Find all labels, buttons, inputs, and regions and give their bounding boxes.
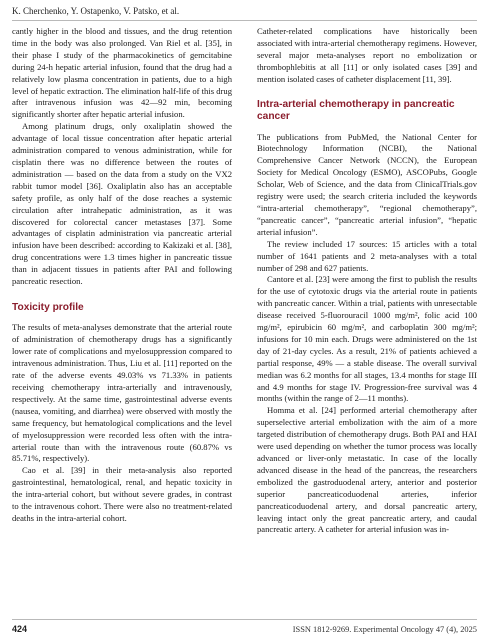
right-paragraph-1: Catheter-related complications have historically been associated with intra-arterial chemotherapy regimens. However, several major meta-analyses report no embolization or thrombophlebitis at all [11] or only isolated cases [39] and mention isolated cases of catheter displacement [11, 39]. — [257, 26, 477, 84]
right-column — [257, 26, 477, 536]
journal-citation: ISSN 1812-9269. Experimental Oncology 47 (4), 2025 — [292, 625, 477, 634]
page-number: 424 — [12, 624, 28, 634]
left-paragraph-2: Among platinum drugs, only oxaliplatin showed the advantage of local tissue concentration after hepatic arterial administration compared to venous administration, while for cisplatin there was no difference between the routes of administration — based on the data from a study on the VX2 rabbit tumor model [36]. Oxaliplatin also has an acceptable safety profile, as only half of the dose reaches a systemic circulation after intrahepatic administration, as it was discovered for colorectal cancer metastases [37]. Some advantages of cisplatin administration via pancreatic arterial infusion have been described: according to Kakizaki et al. [38], drug concentrations were 1.3 times higher in pancreatic tissue than in adjacent tissues in patients after PAI and following pancreatic resection. — [12, 121, 232, 287]
running-head: K. Cherchenko, Y. Ostapenko, V. Patsko, et al. — [12, 6, 180, 16]
header-rule — [12, 20, 477, 21]
left-paragraph-1: cantly higher in the blood and tissues, and the drug retention time in the body was also prolonged. Van Riel et al. [35], in their phase I study of the pharmacokinetics of gemcitabine during 24-h hepatic arterial infusion, found that the drug had a relatively low plasma concentration in patients, due to a high level of hepatic extraction. The elimination half-life of this drug after intravenous infusion was 42—92 min, becoming significantly shorter after hepatic arterial infusion. — [12, 26, 232, 120]
section-heading-toxicity: Toxicity profile — [12, 301, 84, 313]
left-column — [12, 26, 232, 525]
footer-rule — [12, 619, 477, 620]
section-heading-intra-arterial: Intra-arterial chemotherapy in pancreatic cancer — [257, 98, 455, 123]
right-paragraph-4: Cantore et al. [23] were among the first to publish the results for the use of cytotoxic drugs via the arterial route in patients with pancreatic cancer. Within a trial, patients with unresectable disease received 5-fluorouracil 1000 mg/m², folic acid 100 mg/m², epirubicin 60 mg/m², and carboplatin 300 mg/m²; infusions for 10 min each. Drugs were administered on the 1st day of 21-day cycles. As a result, 21% of patients achieved a partial response, 49% — a stable disease. The overall survival median was 6.2 months for all stages, 13.4 months for stage III and 4.9 months for stage IV. Progression-free survival was 4 months (within the range of 2—11 months). — [257, 274, 477, 404]
left-paragraph-3: The results of meta-analyses demonstrate that the arterial route of administration of chemotherapy drugs has a significantly lower rate of complications and myelosuppression compared to intravenous administration. Thus, Liu et al. [11] reported on the rate of the adverse events 49.03% vs 71.33% in patients receiving chemotherapy intra-arterially and intravenously, respectively. At the same time, gastrointestinal adverse events (nausea, vomiting, and diarrhea) were observed with mostly the same frequency, but hematological complications and the level of myelosuppression were recorded less often with the intra-arterial route than with the intravenous route (60.87% vs 85.71%, respectively). — [12, 322, 232, 464]
right-paragraph-3: The review included 17 sources: 15 articles with a total number of 1641 patients and 2 meta-analyses with a total number of 298 and 627 patients. — [257, 238, 477, 273]
left-paragraph-4: Cao et al. [39] in their meta-analysis also reported gastrointestinal, hematological, renal, and hepatic toxicity in the intra-arterial cohort, but without severe grades, in contrast to the intravenous cohort. There were also no treatment-related deaths in the intra-arterial cohort. — [12, 465, 232, 523]
right-paragraph-5: Homma et al. [24] performed arterial chemotherapy after superselective arterial embolization with the aim of a more targeted distribution of chemotherapy drugs. Both PAI and HAI were used depending on whether the tumor process was locally advanced or liver-only metastatic. In case of the locally advanced disease in the head of the pancreas, the researchers embolized the gastroduodenal artery, anterior and posterior superior pancreaticoduodenal arteries, inferior pancreaticoduodenal artery, and dorsal pancreatic artery, leaving intact only the great pancreatic artery, and caudal pancreatic artery. A catheter for arterial infusion was in- — [257, 405, 477, 535]
right-paragraph-2: The publications from PubMed, the National Center for Biotechnology Information (NCBI), the National Comprehensive Cancer Network (NCCN), the European Society for Medical Oncology (ESMO), ASCOPubs, Google Scholar, Web of Science, and the data from ClinicalTrials.gov registry were used; the search criteria included the keywords “intra-arterial chemotherapy”, “regional chemotherapy”, “pancreatic cancer”, “pancreatic arterial infusion”, “hepatic arterial infusion”. — [257, 131, 477, 237]
